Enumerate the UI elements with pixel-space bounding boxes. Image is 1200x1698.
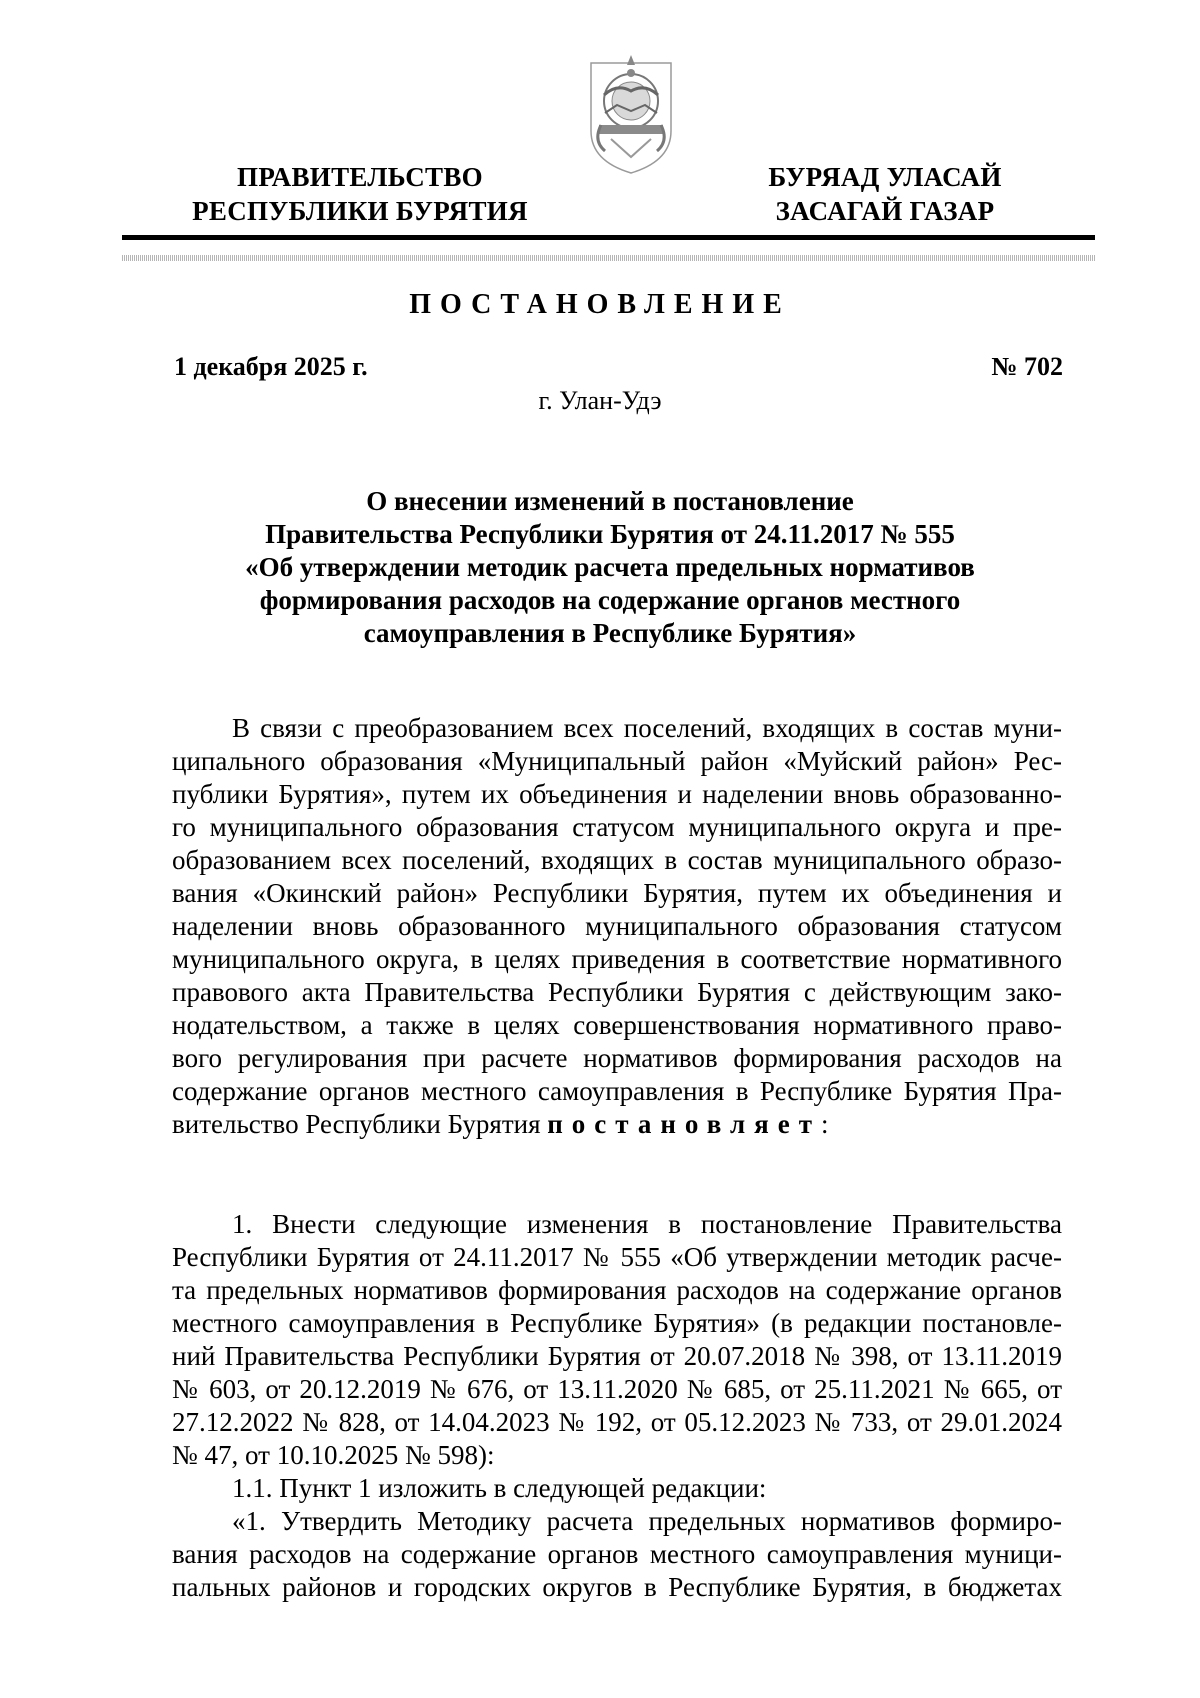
document-title	[220, 485, 1000, 650]
title-line: «Об утверждении методик расчета предельных нормативов	[245, 552, 975, 582]
preamble-line: наделении вновь образованного муниципального образования статусом	[172, 911, 1062, 941]
document-type: ПОСТАНОВЛЕНИЕ	[409, 289, 791, 320]
item1-line: Республики Бурятия от 24.11.2017 № 555 «Об утверждении методик расче-	[172, 1242, 1062, 1272]
item1-line: ний Правительства Республики Бурятия от 20.07.2018 № 398, от 13.11.2019	[172, 1341, 1062, 1371]
subitem-1-1: 1.1. Пункт 1 изложить в следующей редакции:	[232, 1473, 767, 1503]
government-name-buryat	[730, 160, 1040, 228]
quote-line: «1. Утвердить Методику расчета предельных нормативов формиро-	[232, 1506, 1062, 1536]
quote-line: вания расходов на содержание органов местного самоуправления муници-	[172, 1539, 1062, 1569]
preamble-line: содержание органов местного самоуправления в Республике Бурятия Пра-	[172, 1076, 1062, 1106]
preamble-line: вания «Окинский район» Республики Бурятия, путем их объединения и	[172, 878, 1062, 908]
item1-last-line: № 47, от 10.10.2025 № 598):	[172, 1440, 495, 1470]
item1-line: № 603, от 20.12.2019 № 676, от 13.11.2020 № 685, от 25.11.2021 № 665, от	[172, 1374, 1062, 1404]
title-line: О внесении изменений в постановление	[366, 486, 854, 516]
decree-word: постановляет	[547, 1109, 821, 1139]
coat-of-arms-emblem	[587, 53, 675, 177]
document-date: 1 декабря 2025 г.	[174, 352, 368, 381]
title-line: формирования расходов на содержание органов местного	[259, 585, 961, 615]
preamble-line: нодательством, а также в целях совершенствования нормативного право-	[172, 1010, 1062, 1040]
quote-line: пальных районов и городских округов в Республике Бурятия, в бюджетах	[172, 1572, 1062, 1602]
header-right-line-1: БУРЯАД УЛАСАЙ	[768, 162, 1002, 192]
item1-line: местного самоуправления в Республике Бурятия» (в редакции постановле-	[172, 1308, 1062, 1338]
preamble-line: образованием всех поселений, входящих в состав муниципального образо-	[172, 845, 1062, 875]
preamble-last-text: вительство Республики Бурятия	[172, 1109, 541, 1139]
government-name-russian	[180, 160, 540, 228]
header-left-line-2: РЕСПУБЛИКИ БУРЯТИЯ	[192, 196, 528, 226]
item1-line: 1. Внести следующие изменения в постановление Правительства	[232, 1209, 1062, 1239]
title-line: Правительства Республики Бурятия от 24.11.2017 № 555	[265, 519, 955, 549]
decree-colon: :	[820, 1109, 829, 1139]
document-number: № 702	[991, 352, 1063, 381]
header-left-line-1: ПРАВИТЕЛЬСТВО	[237, 162, 483, 192]
preamble-line: вого регулирования при расчете нормативов формирования расходов на	[172, 1043, 1062, 1073]
preamble-paragraph	[172, 712, 1062, 1141]
header-rule-thick	[122, 235, 1095, 240]
preamble-last-line	[172, 1108, 1062, 1141]
header-right-line-2: ЗАСАГАЙ ГАЗАР	[775, 196, 995, 226]
item1-line: та предельных нормативов формирования расходов на содержание органов	[172, 1275, 1062, 1305]
preamble-line: правового акта Правительства Республики Бурятия с действующим зако-	[172, 977, 1062, 1007]
preamble-line: ципального образования «Муниципальный район «Муйский район» Рес-	[172, 746, 1062, 776]
preamble-line: муниципального округа, в целях приведения в соответствие нормативного	[172, 944, 1062, 974]
preamble-line: публики Бурятия», путем их объединения и наделении вновь образованно-	[172, 779, 1062, 809]
item-1-paragraph	[172, 1208, 1062, 1604]
document-city: г. Улан-Удэ	[538, 386, 662, 415]
preamble-line: В связи с преобразованием всех поселений, входящих в состав муни-	[232, 713, 1062, 743]
header-rule-thin	[122, 255, 1095, 261]
item1-line: 27.12.2022 № 828, от 14.04.2023 № 192, от 05.12.2023 № 733, от 29.01.2024	[172, 1407, 1062, 1437]
preamble-line: го муниципального образования статусом муниципального округа и пре-	[172, 812, 1062, 842]
title-line: самоуправления в Республике Бурятия»	[363, 618, 857, 648]
